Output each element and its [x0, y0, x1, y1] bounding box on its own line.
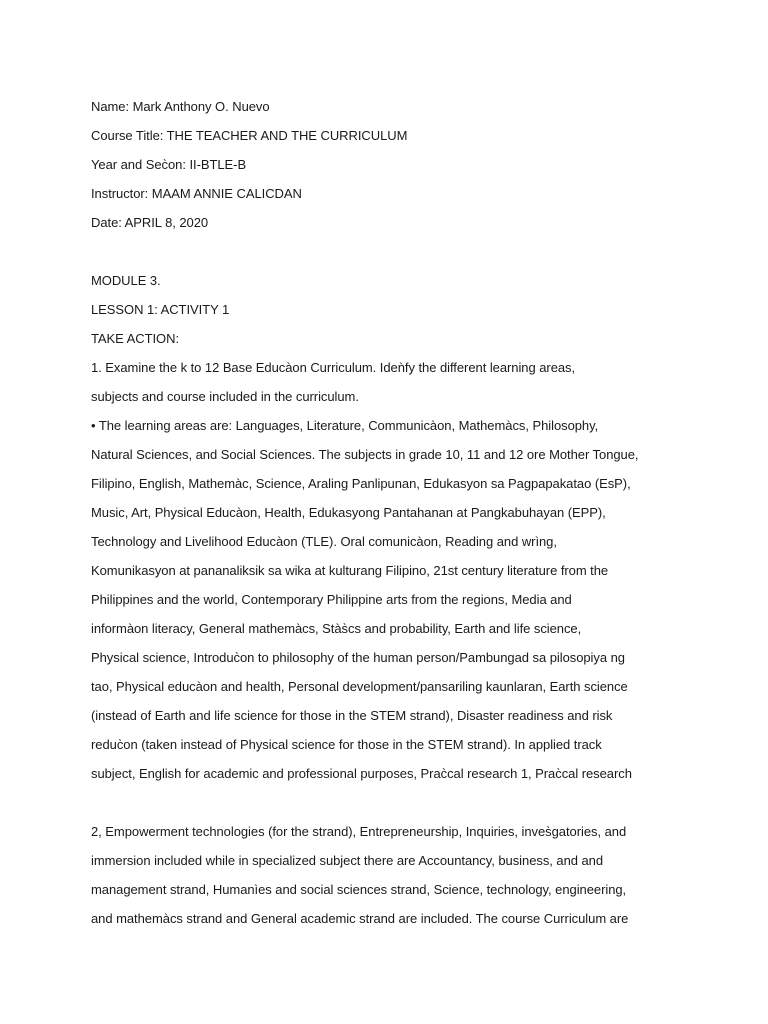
spacer	[91, 788, 651, 817]
instructor: Instructor: MAAM ANNIE CALICDAN	[91, 186, 302, 201]
answer-line: (instead of Earth and life science for those in the STEM strand), Disaster readiness and risk	[91, 708, 613, 723]
answer-line: Natural Sciences, and Social Sciences. The subjects in grade 10, 11 and 12 ore Mother Tongue,	[91, 447, 639, 462]
spacer	[91, 237, 651, 266]
answer-line: management strand, Humanìes and social sciences strand, Science, technology, engineering,	[91, 882, 627, 897]
answer-line: reduc̀on (taken instead of Physical science for those in the STEM strand). In applied track	[91, 737, 602, 752]
student-name: Name: Mark Anthony O. Nuevo	[91, 99, 270, 114]
lesson-title: LESSON 1: ACTIVITY 1	[91, 302, 230, 317]
answer-line: and mathemàcs strand and General academic strand are included. The course Curriculum are	[91, 911, 629, 926]
answer-line: informàon literacy, General mathemàcs, Stàs̀cs and probability, Earth and life science,	[91, 621, 582, 636]
document-page	[91, 92, 651, 933]
date: Date: APRIL 8, 2020	[91, 215, 209, 230]
answer-line: subject, English for academic and professional purposes, Prac̀cal research 1, Prac̀cal research	[91, 766, 632, 781]
answer-line: Filipino, English, Mathemàc, Science, Araling Panlipunan, Edukasyon sa Pagpapakatao (EsP),	[91, 476, 631, 491]
answer-line: tao, Physical educàon and health, Personal development/pansariling kaunlaran, Earth science	[91, 679, 628, 694]
take-action-heading: TAKE ACTION:	[91, 331, 180, 346]
question-line: 1. Examine the k to 12 Base Educàon Curriculum. Ideǹfy the different learning areas,	[91, 360, 576, 375]
answer-line: immersion included while in specialized subject there are Accountancy, business, and and	[91, 853, 604, 868]
module-title: MODULE 3.	[91, 273, 161, 288]
answer-line: Physical science, Introduc̀on to philosophy of the human person/Pambungad sa pilosopiya ng	[91, 650, 625, 665]
question-line: subjects and course included in the curriculum.	[91, 389, 359, 404]
answer-line: • The learning areas are: Languages, Literature, Communicàon, Mathemàcs, Philosophy,	[91, 418, 599, 433]
answer-line: Technology and Livelihood Educàon (TLE). Oral comunicàon, Reading and wrìng,	[91, 534, 557, 549]
answer-line: 2, Empowerment technologies (for the strand), Entrepreneurship, Inquiries, inves̀gatories, and	[91, 824, 627, 839]
answer-line: Music, Art, Physical Educàon, Health, Edukasyong Pantahanan at Pangkabuhayan (EPP),	[91, 505, 606, 520]
year-section: Year and Sec̀on: II-BTLE-B	[91, 157, 247, 172]
course-title: Course Title: THE TEACHER AND THE CURRICULUM	[91, 128, 408, 143]
answer-line: Philippines and the world, Contemporary Philippine arts from the regions, Media and	[91, 592, 572, 607]
answer-line: Komunikasyon at pananaliksik sa wika at kulturang Filipino, 21st century literature from the	[91, 563, 609, 578]
